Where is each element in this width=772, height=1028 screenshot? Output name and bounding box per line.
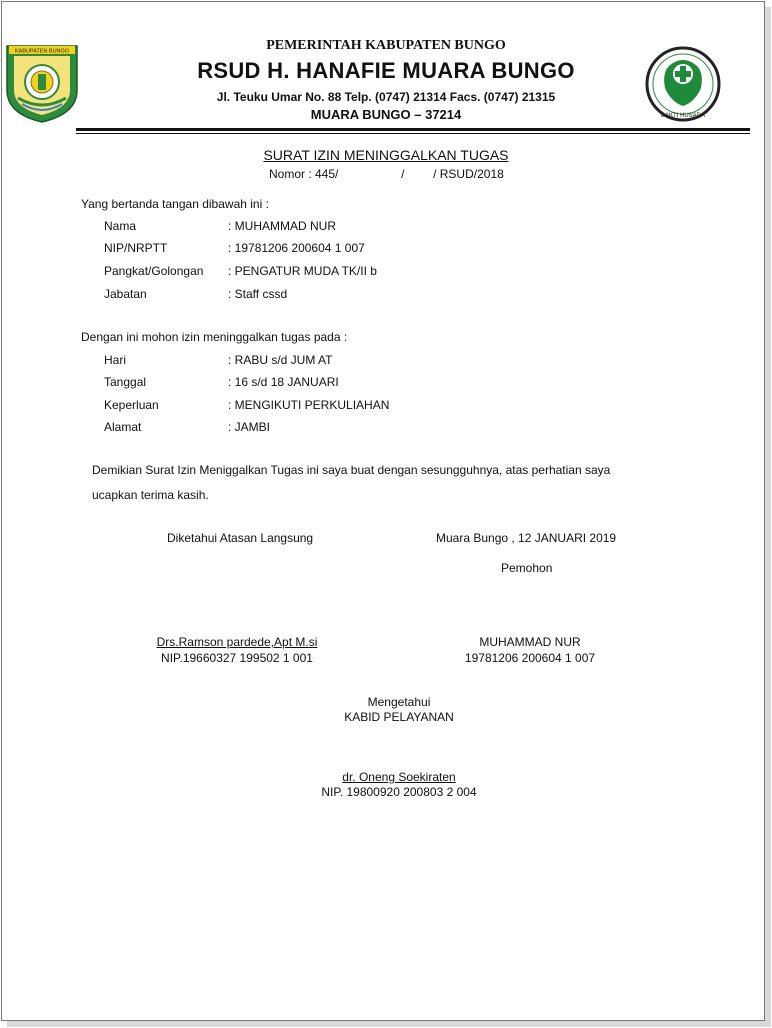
nip-value: : 19781206 200604 1 007	[228, 241, 365, 255]
letter-title: SURAT IZIN MENINGGALKAN TUGAS	[263, 147, 509, 163]
address-label: Alamat	[104, 420, 142, 434]
supervisor-name: Drs.Ramson pardede,Apt M.si	[156, 635, 318, 649]
nip-label: NIP/NRPTT	[104, 241, 168, 255]
date-label: Tanggal	[104, 375, 147, 389]
letter-number	[269, 167, 504, 181]
applicant-caption: Pemohon	[501, 561, 553, 575]
hospital-city-postal: MUARA BUNGO – 37214	[310, 107, 462, 122]
letter-number-separator: /	[401, 167, 405, 181]
position-value: : Staff cssd	[228, 287, 288, 301]
letterhead-divider-thin	[76, 133, 750, 134]
acknowledge-caption: Mengetahui	[367, 695, 431, 709]
supervisor-nip: NIP.19660327 199502 1 001	[161, 651, 313, 665]
request-intro-text: Dengan ini mohon izin meninggalkan tugas pada :	[81, 330, 348, 344]
letterhead-divider	[76, 128, 750, 131]
emblem-banner-text: KABUPATEN BUNGO	[14, 48, 70, 55]
place-date: Muara Bungo , 12 JANUARI 2019	[436, 531, 617, 545]
hospital-address: Jl. Teuku Umar No. 88 Telp. (0747) 21314 Facs. (0747) 21315	[216, 90, 556, 104]
head-name: dr. Oneng Soekiraten	[342, 770, 456, 784]
position-label: Jabatan	[104, 287, 147, 301]
name-label: Nama	[104, 219, 137, 233]
head-nip: NIP. 19800920 200803 2 004	[321, 785, 477, 799]
purpose-label: Keperluan	[104, 398, 159, 412]
day-value: : RABU s/d JUM AT	[228, 353, 333, 367]
name-value: : MUHAMMAD NUR	[228, 219, 336, 233]
date-value: : 16 s/d 18 JANUARI	[228, 375, 339, 389]
closing-line-1: Demikian Surat Izin Meniggalkan Tugas ini saya buat dengan sesungguhnya, atas perhatian saya	[92, 463, 611, 477]
closing-line-2: ucapkan terima kasih.	[92, 488, 209, 502]
rank-label: Pangkat/Golongan	[104, 264, 204, 278]
logo-caption: BAKTI HUSADA	[660, 113, 706, 119]
hospital-name: RSUD H. HANAFIE MUARA BUNGO	[197, 58, 575, 83]
letter-number-suffix: / RSUD/2018	[433, 167, 504, 181]
address-value: : JAMBI	[228, 420, 271, 434]
purpose-value: : MENGIKUTI PERKULIAHAN	[228, 398, 390, 412]
acknowledge-position: KABID PELAYANAN	[344, 710, 454, 724]
applicant-nip: 19781206 200604 1 007	[464, 651, 596, 665]
rank-value: : PENGATUR MUDA TK/II b	[228, 264, 377, 278]
day-label: Hari	[104, 353, 127, 367]
supervisor-caption: Diketahui Atasan Langsung	[167, 531, 314, 545]
letter-number-prefix: Nomor : 445/	[269, 167, 339, 181]
applicant-name: MUHAMMAD NUR	[479, 635, 581, 649]
intro-text: Yang bertanda tangan dibawah ini :	[81, 197, 269, 211]
government-heading: PEMERINTAH KABUPATEN BUNGO	[266, 38, 506, 53]
